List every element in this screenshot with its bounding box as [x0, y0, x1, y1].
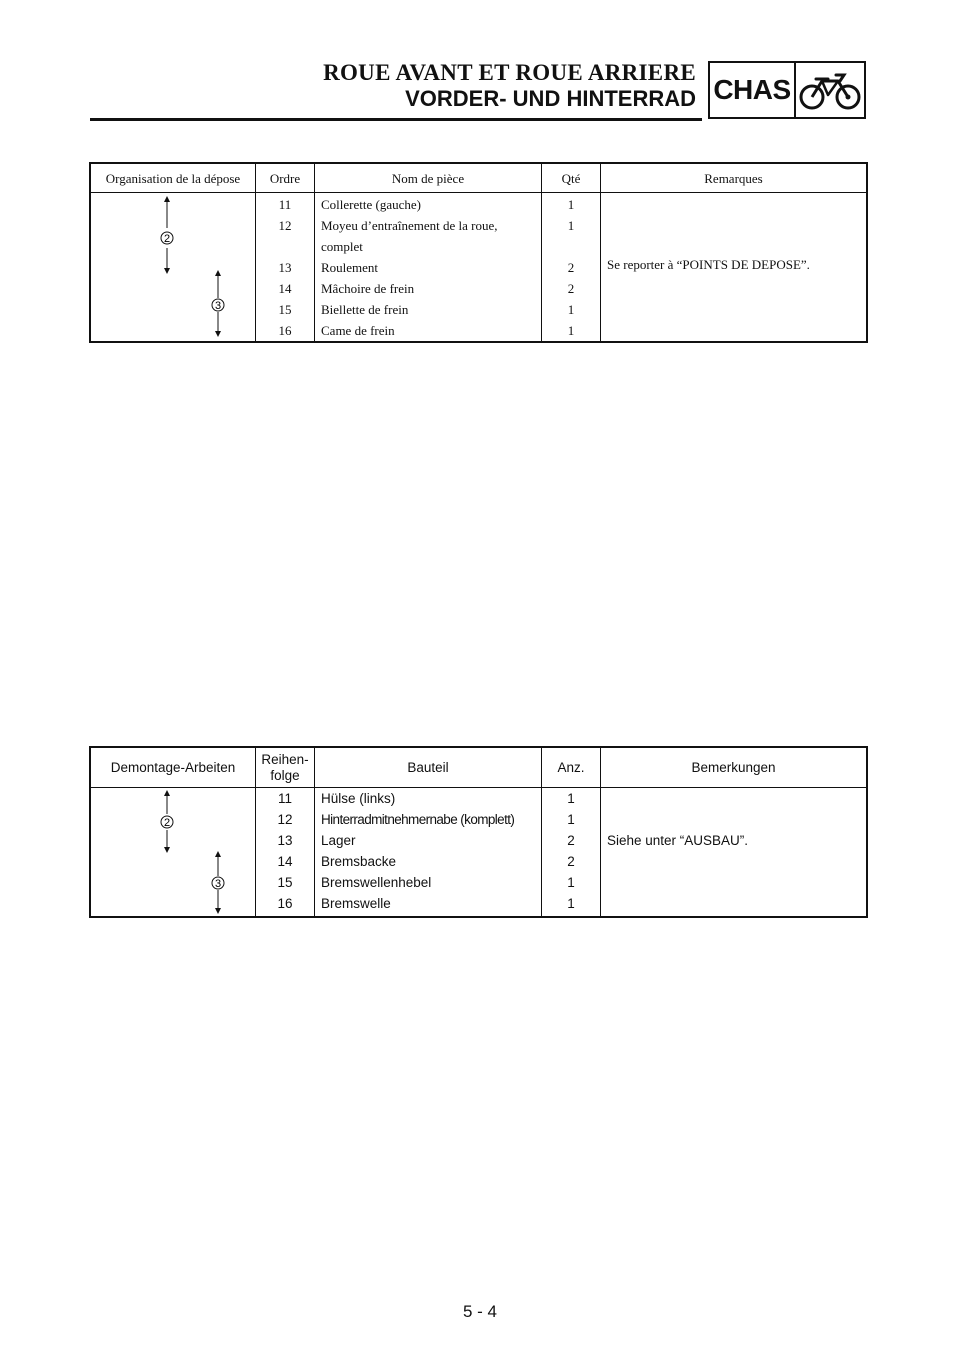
order-number: 11	[278, 197, 292, 212]
order-number: 13	[277, 833, 293, 848]
qty-value: 1	[567, 197, 575, 212]
col-header-part-name: Nom de pièce	[315, 163, 542, 193]
section-badge	[708, 61, 866, 119]
page-number: 5 - 4	[462, 1302, 498, 1321]
col-header-removal-steps: Demontage-Arbeiten	[90, 747, 256, 788]
group-3-arrow	[212, 270, 224, 337]
group-3-arrow	[212, 851, 224, 914]
qty-cell	[542, 193, 601, 343]
order-number: 16	[278, 323, 292, 338]
order-number: 15	[278, 302, 292, 317]
table-body-row	[90, 193, 867, 343]
order-number: 16	[277, 896, 293, 911]
part-name: Lager	[321, 833, 356, 848]
order-number: 11	[277, 791, 292, 806]
table-header-row	[90, 747, 867, 788]
removal-group-arrows	[91, 196, 255, 337]
col-header-sequence	[256, 747, 315, 788]
remark-text: Se reporter à “POINTS DE DEPOSE”.	[607, 257, 810, 272]
part-name: Bremswellenhebel	[321, 875, 432, 890]
qty-value: 2	[567, 854, 575, 869]
part-name-cell	[315, 788, 542, 918]
qty-value: 1	[567, 875, 575, 890]
qty-value: 1	[567, 896, 575, 911]
qty-value: 1	[567, 791, 575, 806]
part-name-continued: complet	[321, 239, 363, 254]
part-name: Bremsbacke	[321, 854, 397, 869]
removal-groups-cell	[90, 193, 256, 343]
part-name: Roulement	[321, 260, 379, 275]
table-header-row	[90, 163, 867, 193]
col-header-organisation: Organisation de la dépose	[90, 163, 256, 193]
order-number: 13	[278, 260, 292, 275]
group-2-label: 2	[163, 817, 171, 829]
parts-table-de	[89, 746, 868, 918]
qty-value: 1	[567, 323, 575, 338]
col-header-sequence-line2: folge	[270, 767, 300, 783]
remarks-cell	[601, 788, 868, 918]
remarks-cell	[601, 193, 868, 343]
group-2-label: 2	[163, 233, 171, 245]
order-number: 14	[278, 281, 292, 296]
qty-value: 1	[567, 218, 575, 233]
group-2-arrow	[161, 196, 173, 274]
qty-value: 2	[567, 833, 575, 848]
header-rule	[90, 118, 702, 121]
motorcycle-icon	[798, 67, 862, 113]
col-header-order: Ordre	[256, 163, 315, 193]
part-name: Moyeu d’entraînement de la roue,	[321, 218, 498, 233]
qty-value: 2	[567, 281, 575, 296]
part-name: Came de frein	[321, 323, 395, 338]
remark-text: Siehe unter “AUSBAU”.	[607, 833, 749, 848]
qty-cell	[542, 788, 601, 918]
removal-groups-cell	[90, 788, 256, 918]
part-name-cell	[315, 193, 542, 343]
part-name: Biellette de frein	[321, 302, 409, 317]
order-number: 12	[277, 812, 293, 827]
col-header-part: Bauteil	[315, 747, 542, 788]
order-number: 12	[278, 218, 292, 233]
section-label: CHAS	[713, 74, 791, 105]
col-header-qty: Anz.	[542, 747, 601, 788]
col-header-remarks: Bemerkungen	[601, 747, 868, 788]
part-name: Mâchoire de frein	[321, 281, 415, 296]
part-name: Hinterradmitnehmernabe (komplett)	[321, 812, 515, 827]
page-title-fr: ROUE AVANT ET ROUE ARRIERE	[323, 60, 696, 85]
group-3-label: 3	[214, 878, 222, 890]
order-cell	[256, 788, 315, 918]
group-3-label: 3	[214, 300, 222, 312]
section-badge-divider	[794, 63, 796, 117]
qty-value: 1	[567, 812, 575, 827]
table-body-row	[90, 788, 867, 918]
col-header-remarks: Remarques	[601, 163, 868, 193]
part-name: Collerette (gauche)	[321, 197, 421, 212]
page-title-de: VORDER- UND HINTERRAD	[405, 86, 696, 111]
col-header-qty: Qté	[542, 163, 601, 193]
removal-group-arrows	[91, 790, 255, 914]
order-cell	[256, 193, 315, 343]
parts-table-fr	[89, 162, 868, 343]
part-name: Bremswelle	[321, 896, 391, 911]
part-name: Hülse (links)	[321, 791, 396, 806]
qty-value: 2	[567, 260, 575, 275]
order-number: 15	[277, 875, 293, 890]
col-header-sequence-line1: Reihen-	[261, 751, 309, 767]
order-number: 14	[277, 854, 293, 869]
qty-value: 1	[567, 302, 575, 317]
group-2-arrow	[161, 790, 173, 853]
